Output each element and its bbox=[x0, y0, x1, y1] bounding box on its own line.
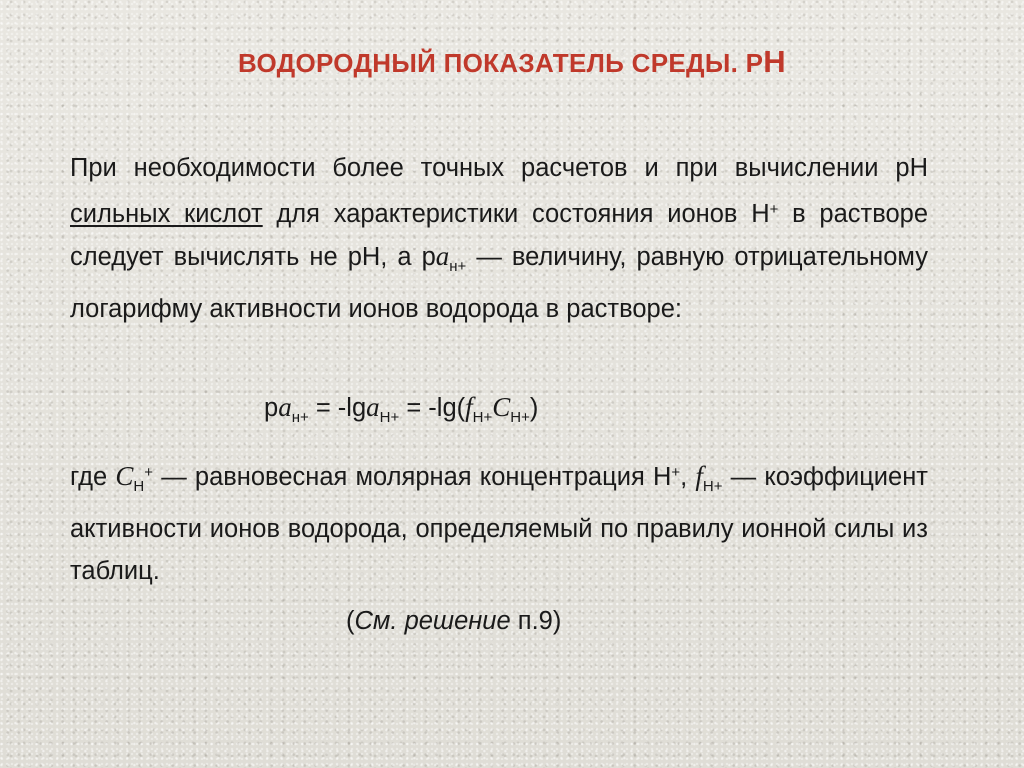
p2-c-symbol: C bbox=[115, 461, 134, 491]
formula-a1: a bbox=[278, 392, 292, 422]
title-text: ВОДОРОДНЫЙ ПОКАЗАТЕЛЬ СРЕДЫ. Р bbox=[238, 48, 764, 78]
p2-text-4: — коэффициент активности ионов водорода, определяемый по правилу ионной силы из таблиц. bbox=[70, 463, 928, 585]
p2-text-2: — равновесная молярная концентрация Н bbox=[153, 463, 672, 491]
strong-acids-term: сильных кислот bbox=[70, 200, 263, 228]
p1-text-2: для характеристики состояния ионов Н bbox=[262, 200, 770, 228]
p1-text-3: в растворе следует вычислять не pH, а p bbox=[70, 200, 928, 271]
formula-a2-sub: H+ bbox=[379, 409, 400, 426]
formula-close: ) bbox=[529, 394, 539, 422]
ref-open: ( bbox=[346, 607, 355, 635]
formula-p: p bbox=[264, 394, 279, 422]
formula-f-sub: H+ bbox=[472, 409, 493, 426]
formula-c: C bbox=[492, 392, 511, 422]
pa-formula bbox=[264, 386, 538, 439]
formula-a2: a bbox=[366, 392, 380, 422]
p1-text-4: — величину, равную отрицательному логарифму активности ионов водорода в растворе: bbox=[70, 243, 928, 323]
formula-eq1: = -lg bbox=[308, 394, 367, 422]
solution-reference bbox=[346, 600, 561, 642]
ref-italic: См. решение bbox=[354, 607, 511, 635]
p2-text-3: , bbox=[680, 463, 696, 491]
formula-eq2: = -lg( bbox=[399, 394, 466, 422]
p1-activity-sub: н+ bbox=[449, 258, 467, 275]
p2-text-1: где bbox=[70, 463, 116, 491]
p1-activity-symbol: a bbox=[435, 241, 450, 271]
p2-c-sub: H bbox=[133, 478, 145, 495]
slide-title bbox=[0, 44, 1024, 80]
p2-plus-sup: + bbox=[671, 464, 681, 481]
formula-f: f bbox=[465, 392, 473, 422]
ref-rest: п.9) bbox=[510, 607, 562, 635]
formula-a1-sub: н+ bbox=[291, 409, 309, 426]
paragraph-definition bbox=[70, 147, 928, 330]
p1-text-1: При необходимости более точных расчетов и при вычислении pH bbox=[70, 154, 928, 182]
p1-plus-sup: + bbox=[769, 201, 779, 218]
paragraph-explanation bbox=[70, 452, 928, 592]
p2-f-symbol: f bbox=[695, 461, 703, 491]
formula-c-sub: H+ bbox=[510, 409, 530, 426]
p2-c-sup: + bbox=[144, 464, 154, 481]
title-h-letter: Н bbox=[763, 44, 786, 79]
p2-f-sub: H+ bbox=[702, 478, 723, 495]
